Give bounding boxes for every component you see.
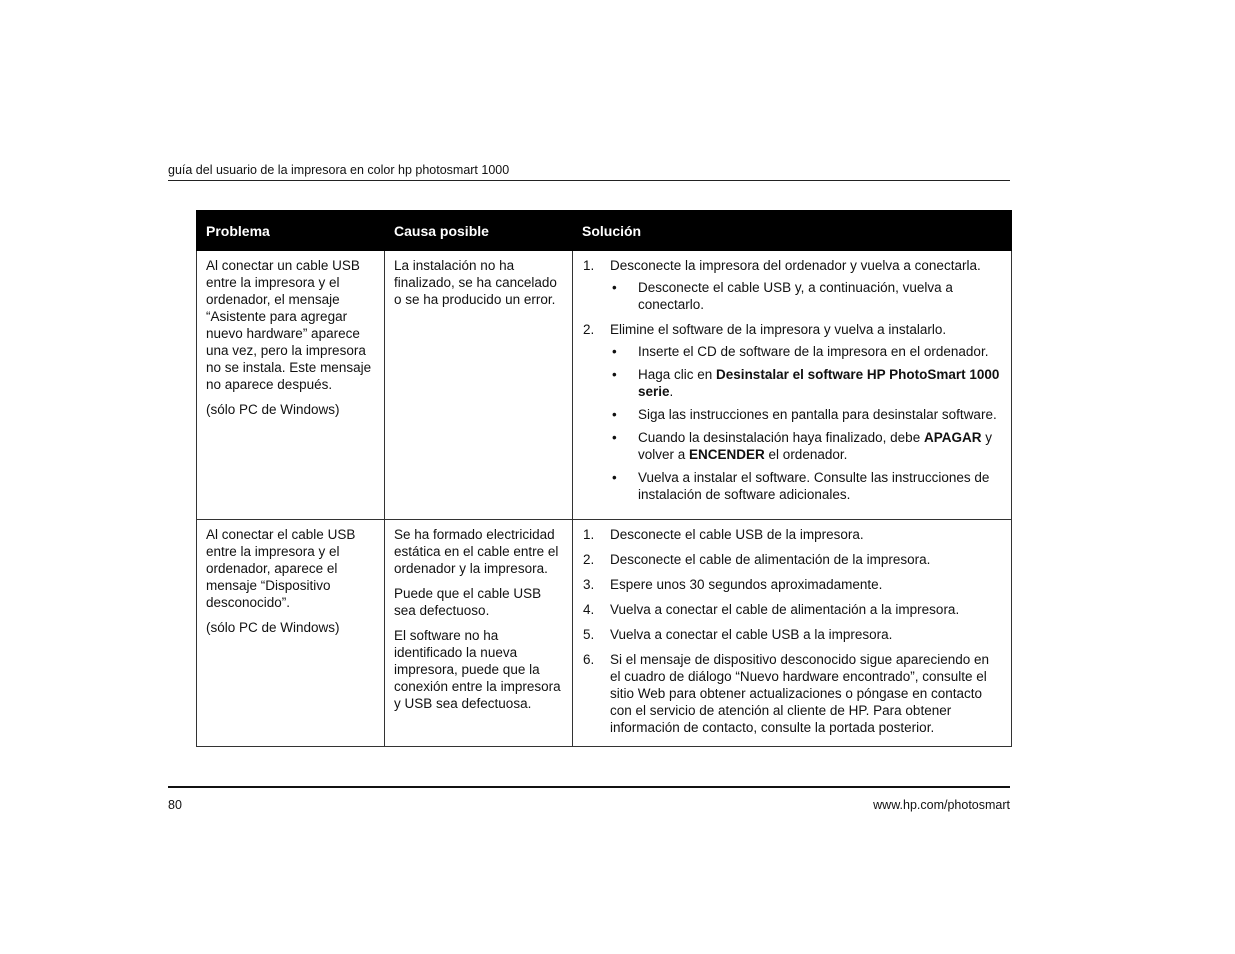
solution-step xyxy=(582,321,1002,503)
step-number: 6. xyxy=(583,652,595,667)
solution-cell xyxy=(573,251,1012,520)
step-text: Vuelva a conectar el cable de alimentación a la impresora. xyxy=(610,602,960,617)
solution-step xyxy=(582,601,1002,618)
power-off-keyword: APAGAR xyxy=(923,430,982,445)
step-text: Desconecte el cable USB de la impresora. xyxy=(610,527,864,542)
step-text: Espere unos 30 segundos aproximadamente. xyxy=(610,577,883,592)
table-row xyxy=(197,520,1012,747)
table-row xyxy=(197,251,1012,520)
problem-cell xyxy=(197,520,385,747)
footer-url: www.hp.com/photosmart xyxy=(873,798,1010,812)
sub-step-text: el ordenador. xyxy=(764,447,848,462)
sub-step xyxy=(610,343,1002,360)
step-text: Si el mensaje de dispositivo desconocido sigue apareciendo en el cuadro de diálogo “Nuevo hardware encontrado”, consulte el sitio Web para obtener actualizaciones o póngase en contacto con el servicio de atención al cliente de HP. Para obtener información de contacto, consulte la portada posterior. xyxy=(610,652,989,735)
step-text: Desconecte el cable de alimentación de la impresora. xyxy=(610,552,931,567)
step-number: 4. xyxy=(583,602,595,617)
sub-step xyxy=(610,429,1002,463)
sub-step-text: y volver a xyxy=(638,430,992,462)
solution-step xyxy=(582,626,1002,643)
running-header: guía del usuario de la impresora en color hp photosmart 1000 xyxy=(168,163,1010,181)
solution-step xyxy=(582,651,1002,736)
sub-steps xyxy=(610,279,1002,313)
sub-step xyxy=(610,279,1002,313)
column-header-solution: Solución xyxy=(573,211,1012,251)
step-number: 2. xyxy=(583,552,595,567)
sub-step xyxy=(610,406,1002,423)
table-header-row xyxy=(197,211,1012,251)
column-header-problem: Problema xyxy=(197,211,385,251)
uninstall-command: Desinstalar el software HP PhotoSmart 1000 serie xyxy=(638,367,1000,399)
cause-cell xyxy=(385,520,573,747)
column-header-cause: Causa posible xyxy=(385,211,573,251)
cause-cell xyxy=(385,251,573,520)
page-number: 80 xyxy=(168,798,182,812)
bullet-marker: • xyxy=(612,280,617,295)
solution-steps xyxy=(582,526,1002,736)
solution-step xyxy=(582,257,1002,313)
sub-step-text: Cuando la desinstalación haya finalizado, debe xyxy=(638,430,924,445)
sub-step xyxy=(610,366,1002,400)
sub-step-text: Siga las instrucciones en pantalla para desinstalar software. xyxy=(638,407,997,422)
problem-text: Al conectar un cable USB entre la impresora y el ordenador, el mensaje “Asistente para agregar nuevo hardware” aparece una vez, pero la impresora no se instala. Este mensaje no aparece después. xyxy=(206,258,372,392)
step-number: 1. xyxy=(583,527,595,542)
problem-cell xyxy=(197,251,385,520)
step-number: 1. xyxy=(583,258,595,273)
cause-text: La instalación no ha finalizado, se ha cancelado o se ha producido un error. xyxy=(394,258,557,307)
solution-step xyxy=(582,551,1002,568)
platform-note: (sólo PC de Windows) xyxy=(206,402,340,417)
sub-step-text: Inserte el CD de software de la impresora en el ordenador. xyxy=(638,344,989,359)
bullet-marker: • xyxy=(612,367,617,382)
sub-steps xyxy=(610,343,1002,503)
cause-text: Se ha formado electricidad estática en el cable entre el ordenador y la impresora. xyxy=(394,527,559,576)
solution-steps xyxy=(582,257,1002,503)
sub-step-text: Haga clic en xyxy=(638,367,717,382)
sub-step xyxy=(610,469,1002,503)
power-on-keyword: ENCENDER xyxy=(689,447,765,462)
cause-text: Puede que el cable USB sea defectuoso. xyxy=(394,586,542,618)
sub-step-text: . xyxy=(669,384,674,399)
sub-step-text: Desconecte el cable USB y, a continuación, vuelva a conectarlo. xyxy=(638,280,953,312)
step-number: 5. xyxy=(583,627,595,642)
cause-text: El software no ha identificado la nueva impresora, puede que la conexión entre la impresora y USB sea defectuosa. xyxy=(394,628,561,711)
footer-rule xyxy=(168,786,1010,788)
troubleshooting-table xyxy=(196,210,1012,747)
bullet-marker: • xyxy=(612,470,617,485)
step-number: 3. xyxy=(583,577,595,592)
solution-cell xyxy=(573,520,1012,747)
step-text: Elimine el software de la impresora y vuelva a instalarlo. xyxy=(610,322,947,337)
sub-step-text: Vuelva a instalar el software. Consulte las instrucciones de instalación de software adicionales. xyxy=(638,470,990,502)
platform-note: (sólo PC de Windows) xyxy=(206,620,340,635)
step-text: Desconecte la impresora del ordenador y vuelva a conectarla. xyxy=(610,258,981,273)
bullet-marker: • xyxy=(612,430,617,445)
solution-step xyxy=(582,526,1002,543)
solution-step xyxy=(582,576,1002,593)
problem-text: Al conectar el cable USB entre la impresora y el ordenador, aparece el mensaje “Dispositivo desconocido”. xyxy=(206,527,356,610)
step-text: Vuelva a conectar el cable USB a la impresora. xyxy=(610,627,893,642)
step-number: 2. xyxy=(583,322,595,337)
bullet-marker: • xyxy=(612,344,617,359)
bullet-marker: • xyxy=(612,407,617,422)
